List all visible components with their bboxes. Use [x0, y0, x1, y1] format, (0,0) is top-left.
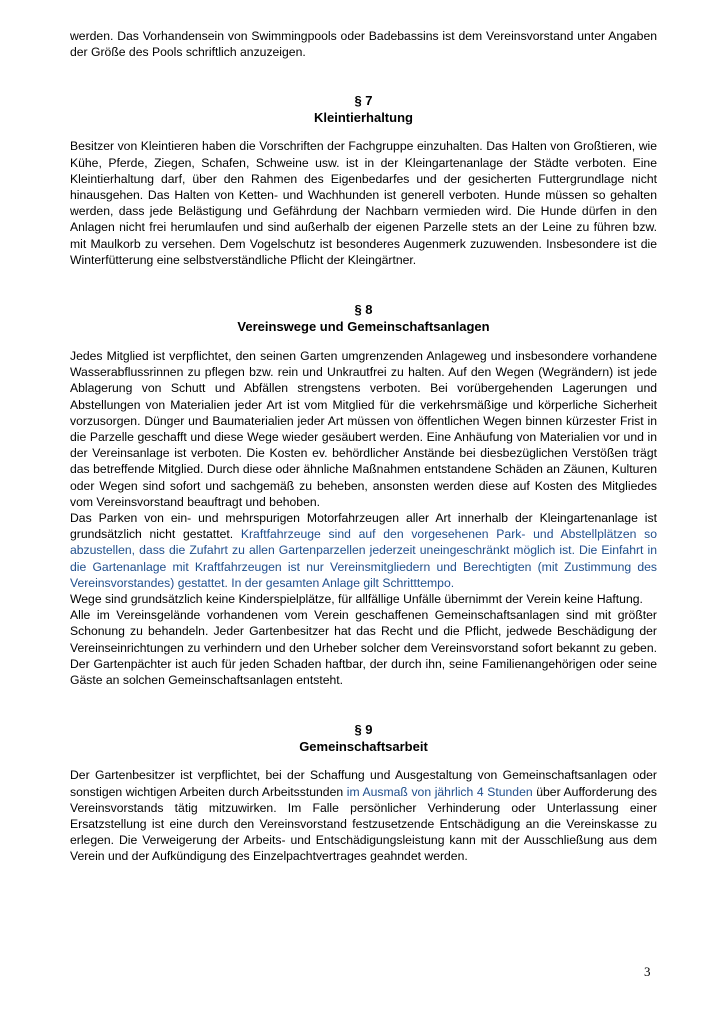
spacer: [70, 688, 657, 721]
spacer: [70, 60, 657, 92]
section-7-title: Kleintierhaltung: [314, 110, 413, 126]
section-8-paragraph-3: Wege sind grundsätzlich keine Kinderspielplätze, für allfällige Unfälle übernimmt der Verein keine Haftung.: [70, 592, 643, 607]
section-8-title: Vereinswege und Gemeinschaftsanlagen: [237, 319, 490, 335]
intro-paragraph: werden. Das Vorhandensein von Swimmingpools oder Badebassins ist dem Vereinsvorstand unter Angaben der Größe des Pools schriftlich anzuzeigen.: [70, 29, 657, 60]
section-8-paragraph-1: Jedes Mitglied ist verpflichtet, den seinen Garten umgrenzenden Anlageweg und insbesondere vorhandene Wasserabflussrinnen zu pflegen bzw. rein und Unkrautfrei zu halten. Auf den Wegen (Wegrändern) ist jede Ablagerung von Schutt und Abfällen strengstens verboten. Bei vorübergehenden Lagerungen und Abstellungen von Materialien jeder Art ist vom Mitglied für die verkehrsmäßige und körperliche Sicherheit vorzusorgen. Dünger und Baumaterialien jeder Art müssen von öffentlichen Wegen binnen kürzester Frist in die Parzelle geschafft und diese Wege wieder gesäubert werden. Eine Anhäufung von Materialien vor und in der Vereinsanlage ist verboten. Die Kosten ev. behördlicher Anstände bei diesbezüglichen Verstößen trägt das betreffende Mitglied. Durch diese oder ähnliche Maßnahmen entstandene Schäden an Zäunen, Kulturen oder Wegen sind sofort und sachgemäß zu beheben, ansonsten werden diese auf Kosten des Mitgliedes vom Vereinsvorstand beauftragt und behoben.: [70, 349, 657, 509]
section-9-text-start: Der Gartenbesitzer ist verpflichtet, bei der Schaffung und Ausgestaltung von Gemeinschaftsanlagen oder sonstigen wichtigen Arbeiten durch Arbeitsstunden: [70, 768, 657, 799]
spacer: [70, 335, 657, 348]
section-8-paragraph-2: [70, 510, 657, 591]
spacer: [70, 126, 657, 138]
section-7-number: § 7: [354, 93, 373, 109]
section-8-paragraph-2-highlight: Kraftfahrzeuge sind auf den vorgesehenen Park- und Abstellplätzen so abzustellen, dass die Zufahrt zu allen Gartenparzellen jederzeit uneingeschränkt möglich ist. Die Einfahrt in die Gartenanlage mit Kraftfahrzeugen ist nur Vereinsmitgliedern und Berechtigten (mit Zustimmung des Vereinsvorstandes) gestattet. In der gesamten Anlage gilt Schritttempo.: [70, 527, 657, 590]
section-9-paragraph: [70, 767, 657, 864]
section-9-text-end: über Aufforderung des Vereinsvorstands tätig mitzuwirken. Im Falle persönlicher Verhinderung oder Unterlassung einer Ersatzstellung ist eine durch den Vereinsvorstand festzusetzende Entschädigung an die Vereinskasse zu erlegen. Die Verweigerung der Arbeits- und Entschädigungsleistung kann mit der Ausschließung aus dem Verein und der Aufkündigung des Einzelpachtvertrages geahndet werden.: [70, 784, 658, 864]
section-8-paragraph-4: Alle im Vereinsgelände vorhandenen vom Verein geschaffenen Gemeinschaftsanlagen sind mit größter Schonung zu behandeln. Jeder Gartenbesitzer hat das Recht und die Pflicht, jedwede Beschädigung der Vereinseinrichtungen zu verhindern und den Urheber solcher dem Vereinsvorstand sofort bekannt zu geben. Der Gartenpächter ist auch für jeden Schaden haftbar, der durch ihn, seine Familienangehörigen oder seine Gäste an solchen Gemeinschaftsanlagen entsteht.: [70, 608, 657, 688]
page-number: 3: [644, 964, 651, 979]
section-8-paragraph-2-start: Das Parken von ein- und mehrspurigen Motorfahrzeugen aller Art innerhalb der Kleingartenanlage ist grundsätzlich nicht gestattet.: [70, 511, 657, 542]
spacer: [70, 268, 657, 301]
section-9-title: Gemeinschaftsarbeit: [299, 739, 428, 755]
section-7-paragraph: Besitzer von Kleintieren haben die Vorschriften der Fachgruppe einzuhalten. Das Halten von Großtieren, wie Kühe, Pferde, Ziegen, Schafen, Schweine usw. ist in der Kleingartenanlage der Städte verboten. Eine Kleintierhaltung darf, über den Rahmen des Eigenbedarfes und der gesicherten Futtergrundlage nicht hinausgehen. Das Halten von Ketten- und Wachhunden ist generell verboten. Hunde müssen so gehalten werden, dass jede Belästigung und Gefährdung der Nachbarn vermieden wird. Die Hunde dürfen in den Anlagen nicht frei herumlaufen und sind außerhalb der eigenen Parzelle stets an der Leine zu führen bzw. mit Maulkorb zu versehen. Dem Vogelschutz ist besonderes Augenmerk zuzuwenden. Insbesondere ist die Winterfütterung eine selbstverständliche Pflicht der Kleingärtner.: [70, 139, 657, 267]
section-9-number: § 9: [354, 722, 373, 738]
spacer: [70, 755, 657, 767]
section-8-number: § 8: [354, 302, 373, 318]
section-9-text-highlight: im Ausmaß von jährlich 4 Stunden: [346, 784, 533, 799]
document-page: [70, 28, 657, 865]
